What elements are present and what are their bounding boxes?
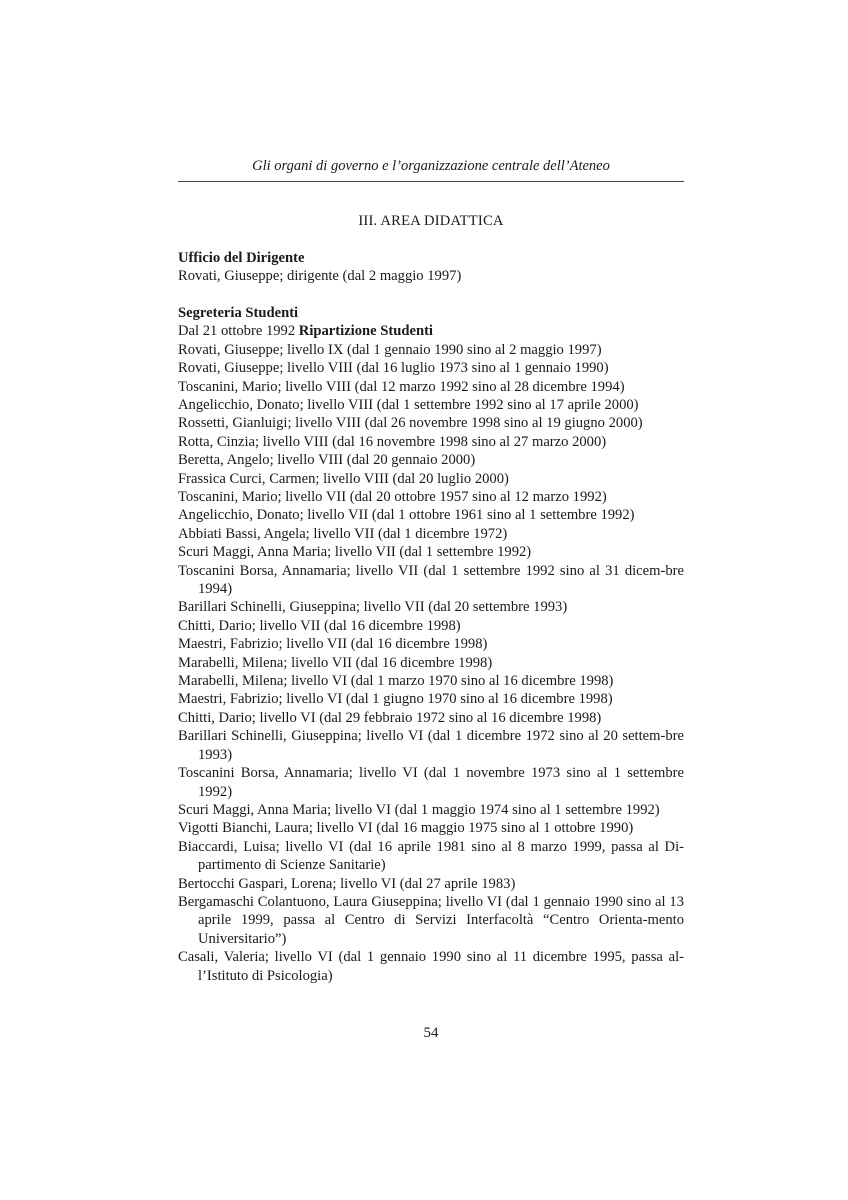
list-item: Abbiati Bassi, Angela; livello VII (dal 1 dicembre 1972)	[178, 525, 508, 542]
list-item: Casali, Valeria; livello VI (dal 1 gennaio 1990 sino al 11 dicembre 1995, passa al-l’Istituto di Psicologia)	[178, 949, 684, 984]
subheading-date: Dal 21 ottobre 1992	[178, 323, 299, 340]
ripartizione-subheading	[178, 322, 684, 340]
list-item: Frassica Curci, Carmen; livello VIII (dal 20 luglio 2000)	[178, 470, 509, 487]
list-item: Beretta, Angelo; livello VIII (dal 20 gennaio 2000)	[178, 452, 476, 469]
list-item: Bertocchi Gaspari, Lorena; livello VI (dal 27 aprile 1983)	[178, 875, 516, 892]
running-head: Gli organi di governo e l’organizzazione centrale dell’Ateneo	[252, 158, 610, 174]
ufficio-heading: Ufficio del Dirigente	[178, 249, 305, 266]
list-item: Rovati, Giuseppe; dirigente (dal 2 maggio 1997)	[178, 268, 462, 285]
list-item: Scuri Maggi, Anna Maria; livello VI (dal 1 maggio 1974 sino al 1 settembre 1992)	[178, 801, 660, 818]
list-item: Rossetti, Gianluigi; livello VIII (dal 26 novembre 1998 sino al 19 giugno 2000)	[178, 415, 643, 432]
list-item: Maestri, Fabrizio; livello VI (dal 1 giugno 1970 sino al 16 dicembre 1998)	[178, 691, 613, 708]
list-item: Angelicchio, Donato; livello VII (dal 1 ottobre 1961 sino al 1 settembre 1992)	[178, 507, 635, 524]
list-item: Toscanini, Mario; livello VII (dal 20 ottobre 1957 sino al 12 marzo 1992)	[178, 489, 607, 506]
list-item: Barillari Schinelli, Giuseppina; livello VII (dal 20 settembre 1993)	[178, 599, 568, 616]
staff-list	[178, 341, 684, 985]
ufficio-block	[178, 249, 684, 286]
segreteria-block	[178, 304, 684, 985]
page-number: 54	[423, 1025, 439, 1041]
list-item: Angelicchio, Donato; livello VIII (dal 1 settembre 1992 sino al 17 aprile 2000)	[178, 396, 639, 413]
list-item: Chitti, Dario; livello VII (dal 16 dicembre 1998)	[178, 617, 461, 634]
subheading-title: Ripartizione Studenti	[298, 323, 433, 340]
list-item: Rovati, Giuseppe; livello VIII (dal 16 luglio 1973 sino al 1 gennaio 1990)	[178, 360, 609, 377]
page-content	[178, 212, 684, 985]
list-item: Toscanini Borsa, Annamaria; livello VII (dal 1 settembre 1992 sino al 31 dicem-bre 1994)	[178, 562, 684, 598]
list-item: Toscanini, Mario; livello VIII (dal 12 marzo 1992 sino al 28 dicembre 1994)	[178, 378, 625, 395]
list-item: Biaccardi, Luisa; livello VI (dal 16 aprile 1981 sino al 8 marzo 1999, passa al Di-partimento di Scienze Sanitarie)	[178, 838, 684, 874]
list-item: Barillari Schinelli, Giuseppina; livello VI (dal 1 dicembre 1972 sino al 20 settem-bre 1993)	[178, 728, 684, 763]
list-item: Rovati, Giuseppe; livello IX (dal 1 gennaio 1990 sino al 2 maggio 1997)	[178, 341, 602, 358]
segreteria-heading: Segreteria Studenti	[178, 304, 299, 321]
document-page	[178, 0, 684, 1200]
list-item: Scuri Maggi, Anna Maria; livello VII (dal 1 settembre 1992)	[178, 544, 532, 561]
section-title-text: III. AREA DIDATTICA	[358, 213, 504, 229]
list-item: Toscanini Borsa, Annamaria; livello VI (dal 1 novembre 1973 sino al 1 settembre 1992)	[178, 765, 684, 800]
list-item: Rotta, Cinzia; livello VIII (dal 16 novembre 1998 sino al 27 marzo 2000)	[178, 433, 607, 450]
list-item: Vigotti Bianchi, Laura; livello VI (dal 16 maggio 1975 sino al 1 ottobre 1990)	[178, 820, 634, 837]
list-item: Bergamaschi Colantuono, Laura Giuseppina; livello VI (dal 1 gennaio 1990 sino al 13 aprile 1999, passa al Centro di Servizi Interfacoltà “Centro Orienta-mento Universitario”)	[178, 893, 684, 947]
list-item: Marabelli, Milena; livello VII (dal 16 dicembre 1998)	[178, 654, 493, 671]
header-rule	[178, 181, 684, 182]
list-item: Chitti, Dario; livello VI (dal 29 febbraio 1972 sino al 16 dicembre 1998)	[178, 709, 602, 726]
list-item: Maestri, Fabrizio; livello VII (dal 16 dicembre 1998)	[178, 636, 488, 653]
list-item: Marabelli, Milena; livello VI (dal 1 marzo 1970 sino al 16 dicembre 1998)	[178, 673, 614, 690]
section-title	[178, 212, 684, 230]
